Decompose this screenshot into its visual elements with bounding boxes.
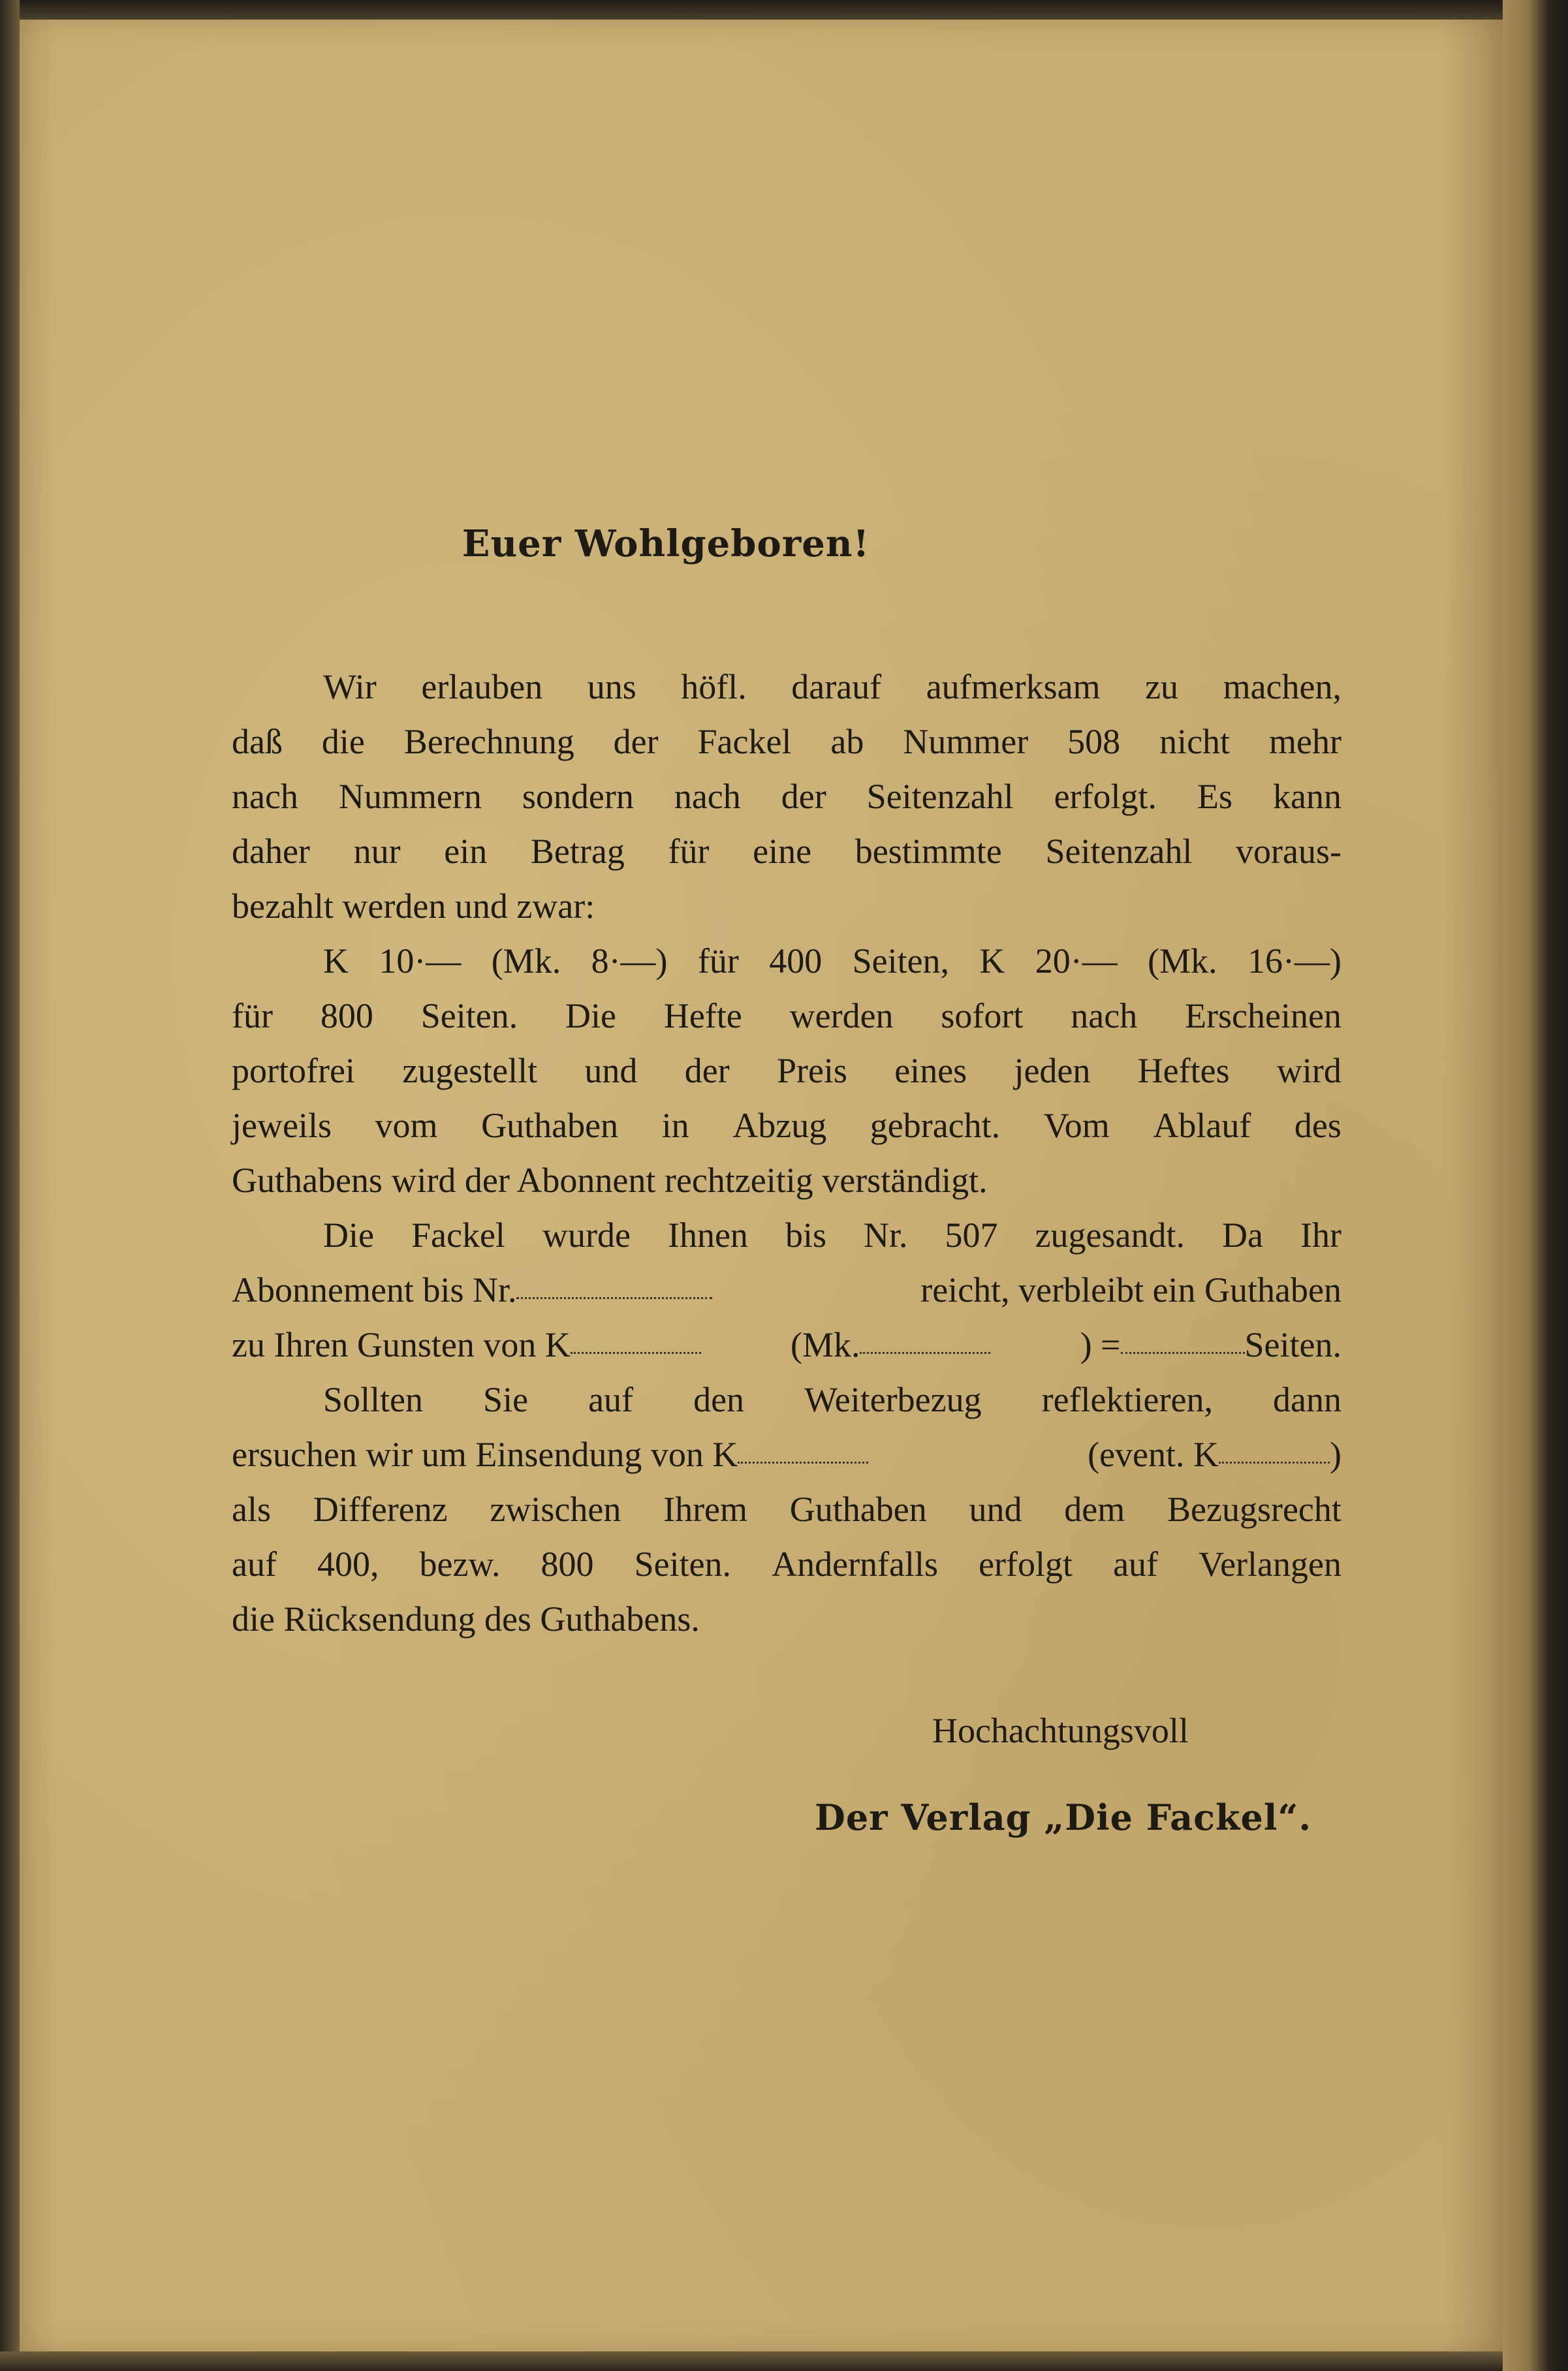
word: Sie <box>483 1380 529 1419</box>
word: portofrei <box>232 1051 355 1090</box>
word: voraus- <box>1236 832 1341 871</box>
word: bezw. <box>419 1545 501 1584</box>
word: 400, <box>317 1545 379 1584</box>
remittance-event-label: (event. K <box>1088 1435 1219 1474</box>
word: werden <box>789 996 894 1035</box>
word: eine <box>753 832 812 871</box>
word: auf <box>232 1545 277 1584</box>
word: Hefte <box>663 996 742 1035</box>
word: aufmerksam <box>926 667 1101 706</box>
p2-line-4 <box>232 1098 1341 1153</box>
word: Die <box>323 1216 374 1255</box>
word: zugestellt <box>402 1051 538 1090</box>
word: Fackel <box>411 1216 505 1255</box>
word: machen, <box>1223 667 1341 706</box>
credit-amount-label: zu Ihren Gunsten von K <box>232 1325 571 1364</box>
word: 508 <box>1067 722 1121 761</box>
word: ab <box>830 722 864 761</box>
word: wurde <box>542 1216 631 1255</box>
word: Die <box>565 996 616 1035</box>
word: Preis <box>776 1051 847 1090</box>
word: erlauben <box>421 667 543 706</box>
word: dann <box>1272 1380 1341 1419</box>
p4-line-1 <box>232 1372 1341 1427</box>
word: Ablauf <box>1153 1106 1251 1145</box>
word: Heftes <box>1137 1051 1230 1090</box>
word: uns <box>587 667 636 706</box>
remittance-event-blank <box>1219 1461 1330 1464</box>
word: Ihr <box>1300 1216 1341 1255</box>
word: erfolgt <box>979 1545 1073 1584</box>
word: auf <box>1113 1545 1159 1584</box>
word: bestimmte <box>855 832 1002 871</box>
scan-bottom-edge <box>0 2351 1568 2371</box>
subscription-until-label: Abonnement bis Nr. <box>232 1270 517 1310</box>
p2-line-5: Guthabens wird der Abonnent rechtzeitig verständigt. <box>232 1161 988 1200</box>
word: vom <box>375 1106 438 1145</box>
word: für <box>232 996 273 1035</box>
remittance-close-paren: ) <box>1330 1435 1341 1474</box>
p3-line-2 <box>232 1263 1341 1317</box>
word: 8·—) <box>591 941 668 981</box>
credit-pages-blank <box>1121 1351 1245 1354</box>
credit-pages-label: Seiten. <box>1244 1325 1341 1364</box>
p1-line-2 <box>232 714 1341 769</box>
p4-line-3 <box>232 1482 1341 1537</box>
word: Seiten, <box>852 941 950 981</box>
word: jeden <box>1014 1051 1091 1090</box>
credit-remaining-text: reicht, verbleibt ein Guthaben <box>920 1270 1341 1310</box>
word: ein <box>444 832 488 871</box>
p1-line-3 <box>232 769 1341 824</box>
word: Weiterbezug <box>804 1380 982 1419</box>
remittance-k-blank <box>738 1461 868 1464</box>
word: der <box>781 777 826 816</box>
word: gebracht. <box>870 1106 1001 1145</box>
word: wird <box>1276 1051 1341 1090</box>
word: daher <box>232 832 310 871</box>
word: Wir <box>323 667 377 706</box>
word: zwischen <box>490 1490 621 1529</box>
word: Seiten. <box>420 996 518 1035</box>
word: Seiten. <box>634 1545 732 1584</box>
word: als <box>232 1490 271 1529</box>
word: kann <box>1273 777 1341 816</box>
word: Berechnung <box>403 722 574 761</box>
word: K <box>979 941 1005 981</box>
credit-k-blank <box>571 1351 701 1354</box>
word: Erscheinen <box>1185 996 1341 1035</box>
word: zugesandt. <box>1035 1216 1185 1255</box>
word: Fackel <box>697 722 792 761</box>
word: dem <box>1064 1490 1125 1529</box>
subscription-number-blank <box>516 1296 712 1299</box>
word: 20·— <box>1035 941 1118 981</box>
word: sofort <box>941 996 1024 1035</box>
word: reflektieren, <box>1041 1380 1213 1419</box>
word: Guthaben <box>789 1490 927 1529</box>
scan-top-edge <box>0 0 1568 20</box>
salutation-heading: Euer Wohlgeboren! <box>462 522 870 565</box>
p4-line-2 <box>232 1427 1341 1482</box>
p4-line-4 <box>232 1537 1341 1592</box>
word: Vom <box>1043 1106 1110 1145</box>
word: die <box>321 722 365 761</box>
word: Seitenzahl <box>1045 832 1193 871</box>
word: Nummern <box>338 777 482 816</box>
word: Ihrem <box>663 1490 748 1529</box>
word: 400 <box>769 941 823 981</box>
word: Ihnen <box>667 1216 748 1255</box>
scan-left-edge <box>0 0 20 2371</box>
word: und <box>969 1490 1022 1529</box>
word: zu <box>1145 667 1179 706</box>
credit-equals: ) = <box>1080 1325 1121 1364</box>
credit-mk-blank <box>860 1351 990 1354</box>
publisher-signature: Der Verlag „Die Fackel“. <box>815 1797 1312 1838</box>
word: (Mk. <box>1148 941 1217 981</box>
credit-mk-label: (Mk. <box>790 1325 860 1364</box>
p2-line-3 <box>232 1043 1341 1098</box>
word: K <box>323 941 349 981</box>
p1-line-5: bezahlt werden und zwar: <box>232 887 595 926</box>
word: (Mk. <box>491 941 561 981</box>
word: Bezugsrecht <box>1167 1490 1341 1529</box>
word: Nummer <box>903 722 1029 761</box>
word: mehr <box>1268 722 1341 761</box>
book-spine-edge <box>1503 0 1568 2371</box>
word: 16·—) <box>1247 941 1341 981</box>
closing-phrase: Hochachtungsvoll <box>932 1711 1189 1750</box>
word: nicht <box>1159 722 1231 761</box>
word: für <box>668 832 710 871</box>
p3-line-1 <box>232 1208 1341 1263</box>
word: Sollten <box>323 1380 424 1419</box>
p4-line-5: die Rücksendung des Guthabens. <box>232 1599 700 1639</box>
word: nach <box>1071 996 1138 1035</box>
p3-line-3 <box>232 1317 1341 1372</box>
word: und <box>584 1051 638 1090</box>
word: Da <box>1222 1216 1263 1255</box>
word: Guthaben <box>481 1106 619 1145</box>
p1-line-4 <box>232 824 1341 879</box>
p2-line-1 <box>232 934 1341 988</box>
word: Abzug <box>732 1106 827 1145</box>
word: 800 <box>541 1545 594 1584</box>
remittance-label: ersuchen wir um Einsendung von K <box>232 1435 738 1474</box>
word: den <box>693 1380 745 1419</box>
word: höfl. <box>681 667 747 706</box>
word: Verlangen <box>1199 1545 1341 1584</box>
word: Es <box>1197 777 1233 816</box>
word: des <box>1294 1106 1341 1145</box>
word: Andernfalls <box>772 1545 939 1584</box>
word: jeweils <box>232 1106 332 1145</box>
word: 800 <box>320 996 373 1035</box>
word: nach <box>232 777 298 816</box>
p2-line-2 <box>232 988 1341 1043</box>
word: nach <box>674 777 741 816</box>
word: erfolgt. <box>1054 777 1157 816</box>
word: nur <box>353 832 401 871</box>
word: der <box>684 1051 730 1090</box>
word: Betrag <box>530 832 625 871</box>
word: bis <box>785 1216 826 1255</box>
letter-body <box>232 659 1341 1646</box>
word: daß <box>232 722 283 761</box>
word: in <box>661 1106 689 1145</box>
word: auf <box>588 1380 634 1419</box>
word: für <box>697 941 739 981</box>
word: Differenz <box>313 1490 448 1529</box>
word: darauf <box>791 667 882 706</box>
word: der <box>613 722 659 761</box>
p1-line-1 <box>232 659 1341 714</box>
word: 10·— <box>379 941 462 981</box>
word: Nr. <box>864 1216 908 1255</box>
word: 507 <box>945 1216 998 1255</box>
word: eines <box>894 1051 967 1090</box>
word: Seitenzahl <box>866 777 1014 816</box>
word: sondern <box>522 777 634 816</box>
